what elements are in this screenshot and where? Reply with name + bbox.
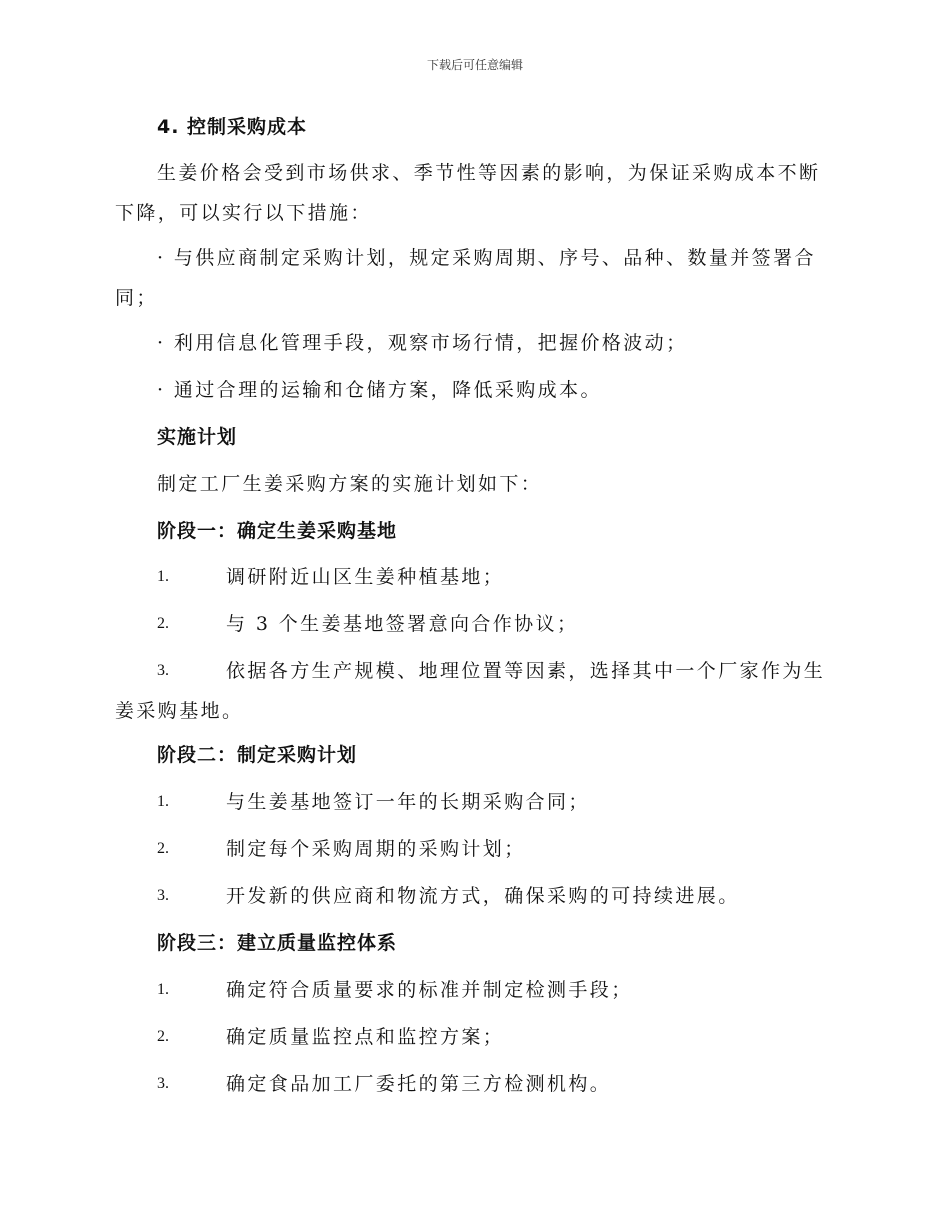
stage-1-heading: 阶段一：确定生姜采购基地 (157, 520, 398, 542)
section-4-heading: 4. 控制采购成本 (157, 116, 308, 138)
stage-2-item-3-text: 开发新的供应商和物流方式，确保采购的可持续进展。 (226, 885, 740, 907)
stage-3-item-2-number: 2. (157, 1028, 169, 1045)
stage-2-item-1-number: 1. (157, 793, 169, 810)
stage-1-item-3-number: 3. (157, 662, 169, 679)
plan-heading: 实施计划 (157, 426, 238, 448)
plan-intro: 制定工厂生姜采购方案的实施计划如下： (157, 473, 543, 495)
stage-3-item-3-number: 3. (157, 1075, 169, 1092)
bullet-3: · 通过合理的运输和仓储方案，降低采购成本。 (157, 379, 602, 401)
section-4-intro-line-1: 生姜价格会受到市场供求、季节性等因素的影响，为保证采购成本不断 (157, 162, 821, 184)
stage-2-item-2-text: 制定每个采购周期的采购计划； (226, 838, 526, 860)
section-4-intro-line-2: 下降，可以实行以下措施： (115, 202, 372, 224)
bullet-1-line-1: · 与供应商制定采购计划，规定采购周期、序号、品种、数量并签署合 (157, 247, 816, 269)
stage-1-item-1-number: 1. (157, 568, 169, 585)
bullet-1-line-2: 同； (115, 287, 158, 309)
stage-1-item-3-text: 依据各方生产规模、地理位置等因素，选择其中一个厂家作为生 (226, 660, 826, 682)
stage-2-item-1-text: 与生姜基地签订一年的长期采购合同； (226, 791, 590, 813)
stage-2-item-3-number: 3. (157, 887, 169, 904)
stage-3-item-1-number: 1. (157, 981, 169, 998)
stage-3-heading: 阶段三：建立质量监控体系 (157, 932, 398, 954)
stage-1-item-2-number: 2. (157, 615, 169, 632)
stage-1-item-1-text: 调研附近山区生姜种植基地； (226, 566, 505, 588)
stage-3-item-3-text: 确定食品加工厂委托的第三方检测机构。 (226, 1073, 612, 1095)
stage-1-item-2-text: 与 3 个生姜基地签署意向合作协议； (226, 613, 579, 635)
stage-3-item-2-text: 确定质量监控点和监控方案； (226, 1026, 505, 1048)
page-header: 下载后可任意编辑 (426, 58, 523, 72)
stage-2-heading: 阶段二：制定采购计划 (157, 744, 358, 766)
stage-3-item-1-text: 确定符合质量要求的标准并制定检测手段； (226, 979, 633, 1001)
bullet-2: · 利用信息化管理手段，观察市场行情，把握价格波动； (157, 332, 688, 354)
stage-1-item-3-continuation: 姜采购基地。 (115, 700, 244, 722)
stage-2-item-2-number: 2. (157, 840, 169, 857)
